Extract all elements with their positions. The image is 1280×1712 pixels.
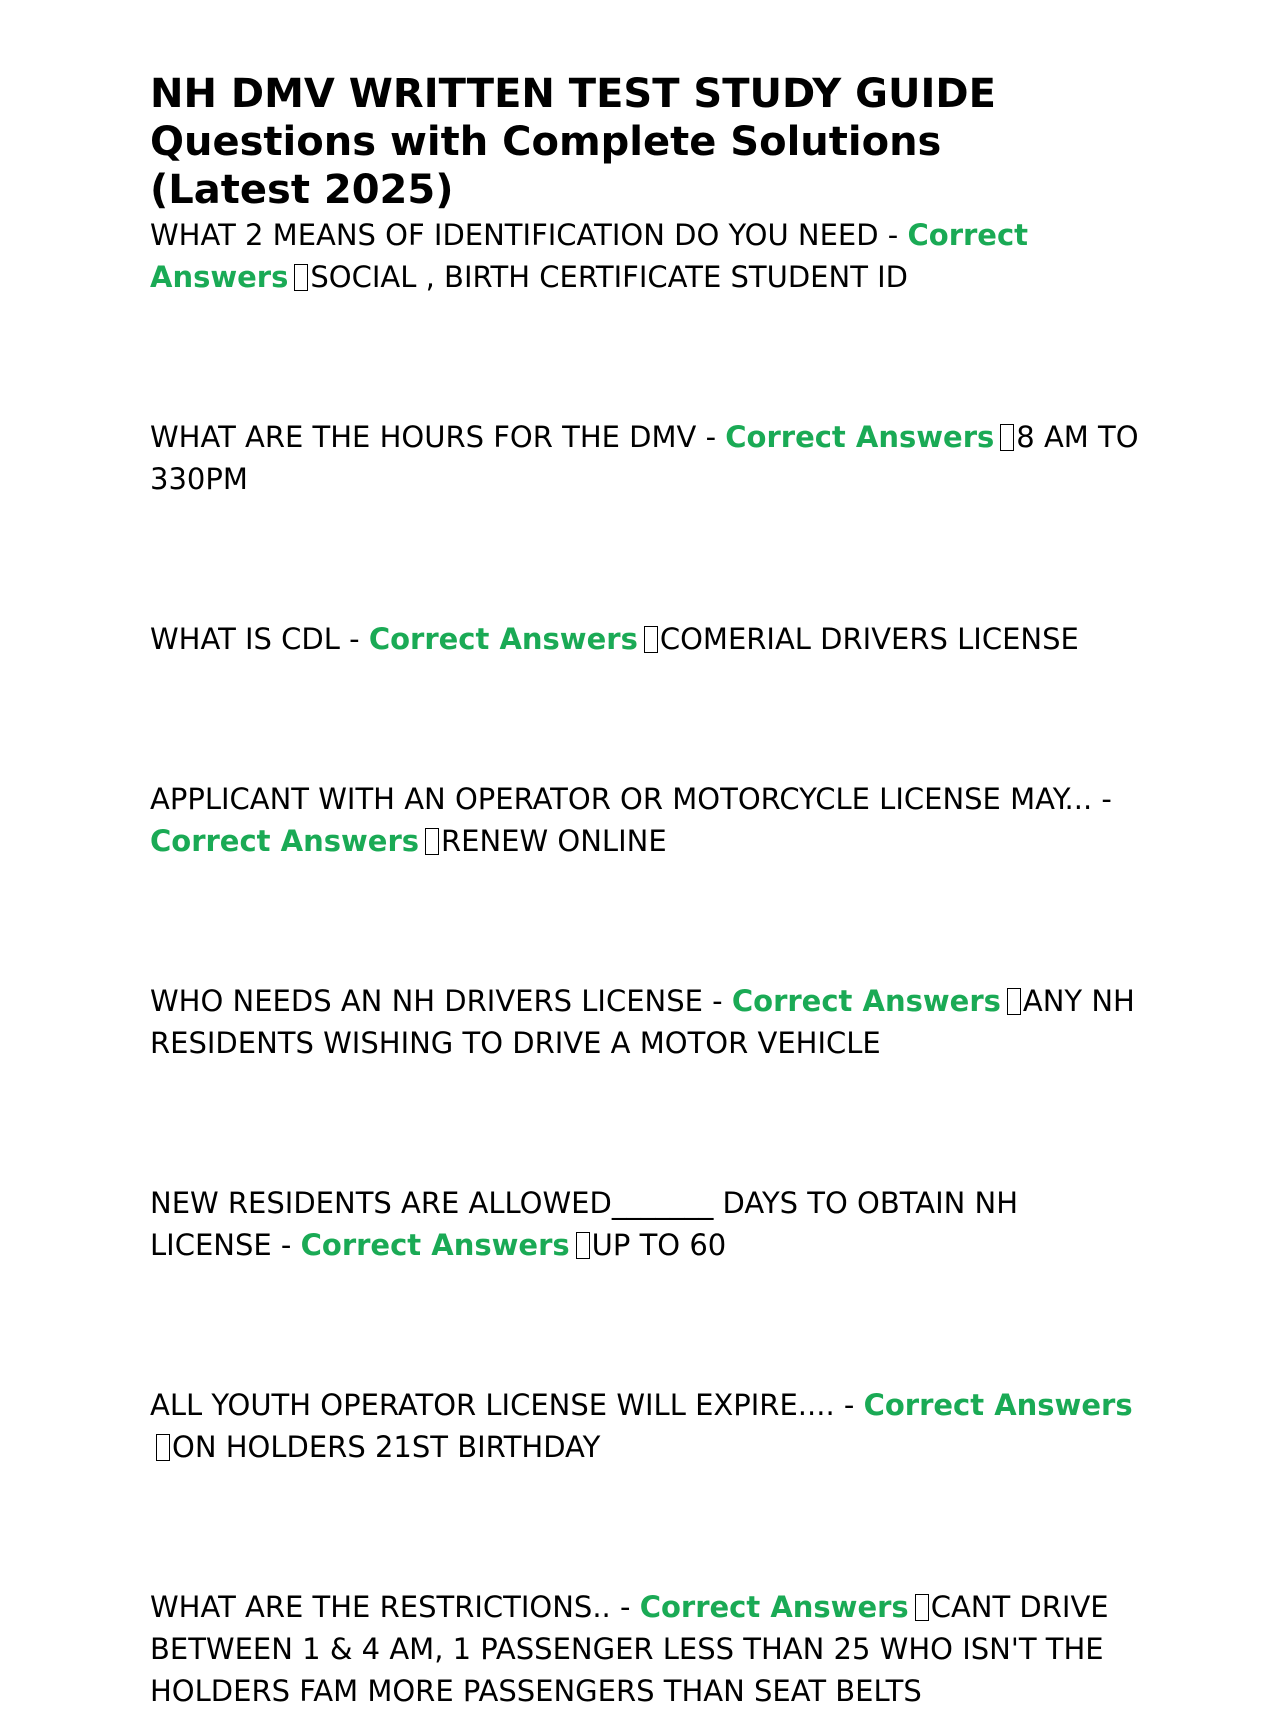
answer-text: COMERIAL DRIVERS LICENSE [659,622,1079,656]
separator: - [610,1590,640,1624]
missing-glyph-icon [644,626,658,653]
answer-label: Correct Answers [150,824,420,858]
qa-item [150,778,1140,862]
answer-text: CANT DRIVE BETWEEN 1 & 4 AM, 1 PASSENGER LESS THAN 25 WHO ISN'T THE HOLDERS FAM MORE PASSENGERS THAN SEAT BELTS [150,1590,1109,1708]
title-line-2: Questions with Complete Solutions [150,119,942,165]
missing-glyph-icon [1007,988,1021,1015]
answer-text: RENEW ONLINE [441,824,667,858]
separator: - [1092,782,1112,816]
missing-glyph-icon [576,1232,590,1259]
qa-item [150,1182,1140,1266]
separator: - [271,1228,301,1262]
question-text: APPLICANT WITH AN OPERATOR OR MOTORCYCLE LICENSE MAY... [150,782,1093,816]
answer-label: Correct Answers [731,984,1001,1018]
answer-label: Correct Answers [368,622,638,656]
title-line-1: NH DMV WRITTEN TEST STUDY GUIDE [150,71,996,117]
missing-glyph-icon [294,264,308,291]
question-text: WHAT ARE THE HOURS FOR THE DMV [150,420,697,454]
missing-glyph-icon [425,828,439,855]
separator: - [702,984,732,1018]
question-text: ALL YOUTH OPERATOR LICENSE WILL EXPIRE.... [150,1388,835,1422]
question-text: NEW RESIDENTS ARE ALLOWED_______ DAYS TO OBTAIN NH LICENSE [150,1186,1019,1262]
answer-label: Correct Answers [150,218,1029,294]
missing-glyph-icon [156,1434,170,1461]
question-text: WHAT 2 MEANS OF IDENTIFICATION DO YOU NEED [150,218,879,252]
qa-item [150,1384,1140,1468]
qa-item [150,416,1140,500]
answer-text: ON HOLDERS 21ST BIRTHDAY [172,1430,601,1464]
qa-item [150,214,1140,298]
question-text: WHAT ARE THE RESTRICTIONS.. [150,1590,611,1624]
document-title [150,70,1140,214]
missing-glyph-icon [915,1594,929,1621]
qa-item [150,980,1140,1064]
question-text: WHAT IS CDL [150,622,340,656]
qa-list [150,214,1140,1712]
answer-label: Correct Answers [300,1228,570,1262]
document-page [150,70,1140,1712]
answer-text: SOCIAL , BIRTH CERTIFICATE STUDENT ID [310,260,909,294]
answer-label: Correct Answers [725,420,995,454]
separator: - [339,622,369,656]
answer-label: Correct Answers [639,1590,909,1624]
separator: - [696,420,726,454]
answer-text: UP TO 60 [591,1228,727,1262]
answer-label: Correct Answers [863,1388,1133,1422]
missing-glyph-icon [1000,424,1014,451]
qa-item [150,618,1140,660]
qa-item [150,1586,1140,1712]
answer-text: 8 AM TO 330PM [150,420,1139,496]
question-text: WHO NEEDS AN NH DRIVERS LICENSE [150,984,703,1018]
title-line-3: (Latest 2025) [150,167,454,213]
separator: - [878,218,908,252]
answer-text: ANY NH RESIDENTS WISHING TO DRIVE A MOTOR VEHICLE [150,984,1135,1060]
separator: - [834,1388,864,1422]
